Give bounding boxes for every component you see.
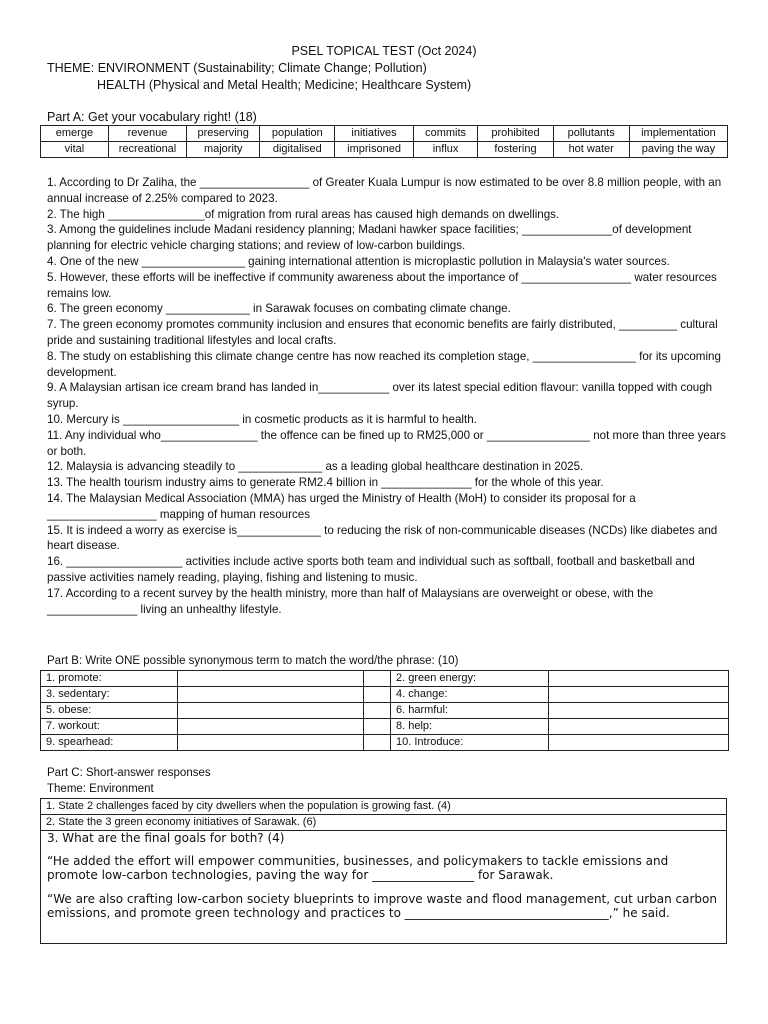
synonym-term: 6. harmful:	[391, 703, 549, 719]
quote-2: “We are also crafting low-carbon society blueprints to improve waste and flood management, cut urban carbon emissions, and promote green technology and practices to __________________________________,” he said.	[47, 891, 717, 920]
vocab-word: fostering	[478, 142, 553, 158]
synonym-table	[40, 670, 729, 751]
vocab-word: prohibited	[478, 126, 553, 142]
question-15: 15. It is indeed a worry as exercise is_____________ to reducing the risk of non-communicable diseases (NCDs) like diabetes and heart disease.	[47, 523, 718, 553]
synonym-term: 10. Introduce:	[391, 735, 549, 751]
quote-1: “He added the effort will empower communities, businesses, and policymakers to tackle emissions and promote low-carbon technologies, paving the way for _________________ for Sarawak.	[47, 854, 669, 883]
answer-cell[interactable]	[549, 735, 729, 751]
vocab-word: influx	[413, 142, 478, 158]
synonym-term: 3. sedentary:	[41, 687, 178, 703]
question-4: 4. One of the new ________________ gaining international attention is microplastic pollution in Malaysia's water sources.	[47, 254, 670, 268]
vocab-word: paving the way	[629, 142, 727, 158]
spacer-cell	[364, 719, 391, 735]
vocab-row	[41, 126, 728, 142]
question-9: 9. A Malaysian artisan ice cream brand has landed in___________ over its latest special edition flavour: vanilla topped with cough syrup.	[47, 381, 713, 411]
question-10: 10. Mercury is __________________ in cosmetic products as it is harmful to health.	[47, 412, 477, 426]
vocab-word: recreational	[108, 142, 186, 158]
synonym-row	[41, 687, 729, 703]
vocab-word: emerge	[41, 126, 109, 142]
synonym-row	[41, 719, 729, 735]
synonym-term: 9. spearhead:	[41, 735, 178, 751]
synonym-row	[41, 735, 729, 751]
vocab-word: population	[260, 126, 335, 142]
theme-line-environment: THEME: ENVIRONMENT (Sustainability; Climate Change; Pollution)	[47, 61, 427, 75]
answer-cell[interactable]	[549, 687, 729, 703]
vocab-word: majority	[187, 142, 260, 158]
synonym-row	[41, 703, 729, 719]
question-1: 1. According to Dr Zaliha, the _________________ of Greater Kuala Lumpur is now estimated to be over 8.8 million people, with an annual increase of 2.25% compared to 2023.	[47, 176, 722, 205]
vocab-word: implementation	[629, 126, 727, 142]
question-6: 6. The green economy _____________ in Sarawak focuses on combating climate change.	[47, 302, 511, 316]
vocab-word: preserving	[187, 126, 260, 142]
synonym-row	[41, 671, 729, 687]
part-a-heading: Part A: Get your vocabulary right! (18)	[47, 110, 257, 124]
question-3: 3. Among the guidelines include Madani residency planning; Madani hawker space facilities; ______________of development planning for electric vehicle charging stations; and review of low-carbon buildings.	[47, 223, 692, 253]
vocab-word: commits	[413, 126, 478, 142]
vocab-word: hot water	[553, 142, 629, 158]
answer-cell[interactable]	[178, 687, 364, 703]
vocabulary-table	[40, 125, 728, 158]
vocab-word: initiatives	[335, 126, 413, 142]
spacer-cell	[364, 735, 391, 751]
question-11: 11. Any individual who_______________ the offence can be fined up to RM25,000 or ________________ not more than three years or both.	[47, 428, 726, 458]
synonym-term: 8. help:	[391, 719, 549, 735]
synonym-term: 5. obese:	[41, 703, 178, 719]
synonym-term: 2. green energy:	[391, 671, 549, 687]
theme-line-health: HEALTH (Physical and Metal Health; Medicine; Healthcare System)	[97, 78, 472, 92]
vocab-word: digitalised	[260, 142, 335, 158]
question-16: 16. __________________ activities include active sports both team and individual such as softball, football and basketball and passive activities namely reading, playing, fishing and listening to music.	[47, 555, 695, 584]
part-c-question-2: 2. State the 3 green economy initiatives of Sarawak. (6)	[40, 814, 727, 831]
question-12: 12. Malaysia is advancing steadily to _____________ as a leading global healthcare destination in 2025.	[47, 460, 584, 474]
spacer-cell	[364, 703, 391, 719]
part-c-question-3-box	[40, 830, 727, 944]
spacer-cell	[364, 671, 391, 687]
part-b-heading: Part B: Write ONE possible synonymous term to match the word/the phrase: (10)	[47, 655, 459, 667]
vocab-word: pollutants	[553, 126, 629, 142]
part-c-question-1: 1. State 2 challenges faced by city dwellers when the population is growing fast. (4)	[40, 798, 727, 815]
part-c-question-3: 3. What are the final goals for both? (4)	[47, 831, 285, 845]
question-13: 13. The health tourism industry aims to generate RM2.4 billion in ______________ for the whole of this year.	[47, 476, 604, 490]
question-14: 14. The Malaysian Medical Association (MMA) has urged the Ministry of Health (MoH) to consider its proposal for a _________________ mapping of human resources	[47, 491, 636, 521]
page-title: PSEL TOPICAL TEST (Oct 2024)	[291, 44, 477, 58]
answer-cell[interactable]	[549, 703, 729, 719]
part-c-theme: Theme: Environment	[47, 783, 154, 795]
question-17: 17. According to a recent survey by the health ministry, more than half of Malaysians are overweight or obese, with the ______________ living an unhealthy lifestyle.	[47, 586, 654, 616]
vocab-word: imprisoned	[335, 142, 413, 158]
question-2: 2. The high _______________of migration from rural areas has caused high demands on dwellings.	[47, 207, 560, 221]
answer-cell[interactable]	[178, 671, 364, 687]
answer-cell[interactable]	[178, 719, 364, 735]
vocab-row	[41, 142, 728, 158]
part-c-heading: Part C: Short-answer responses	[47, 767, 211, 779]
part-a-questions	[47, 175, 737, 617]
answer-cell[interactable]	[549, 671, 729, 687]
synonym-term: 1. promote:	[41, 671, 178, 687]
vocab-word: revenue	[108, 126, 186, 142]
question-7: 7. The green economy promotes community inclusion and ensures that economic benefits are fairly distributed, _________ cultural pride and sustaining traditional lifestyles and local crafts.	[47, 318, 718, 347]
answer-cell[interactable]	[178, 735, 364, 751]
synonym-term: 4. change:	[391, 687, 549, 703]
vocab-word: vital	[41, 142, 109, 158]
question-5: 5. However, these efforts will be ineffective if community awareness about the importance of _________________ water resources remains low.	[47, 270, 717, 300]
question-8: 8. The study on establishing this climate change centre has now reached its completion stage, ________________ for its upcoming development.	[47, 349, 721, 379]
answer-cell[interactable]	[549, 719, 729, 735]
spacer-cell	[364, 687, 391, 703]
synonym-term: 7. workout:	[41, 719, 178, 735]
answer-cell[interactable]	[178, 703, 364, 719]
